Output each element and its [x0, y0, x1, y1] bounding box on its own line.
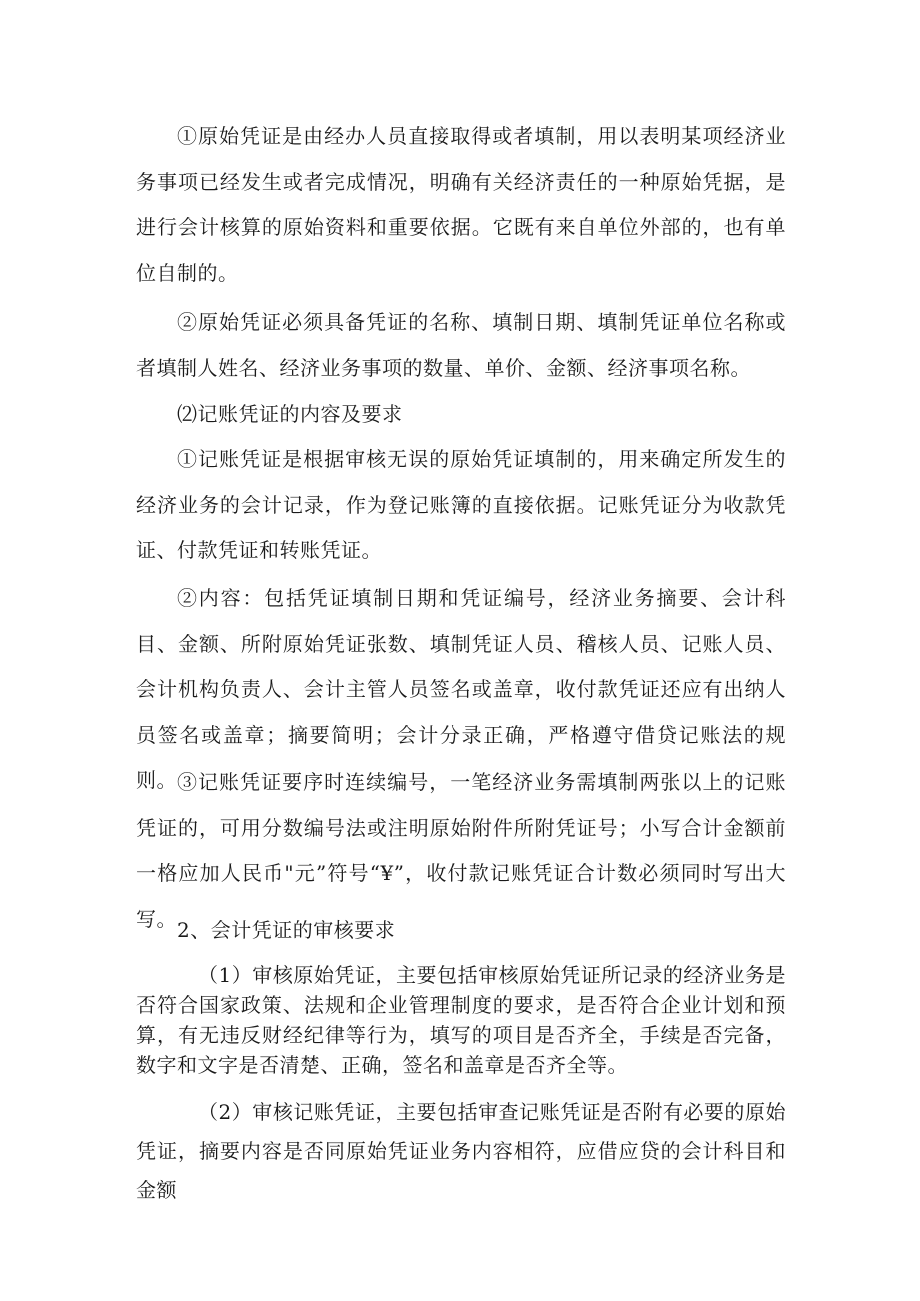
section-heading-bookkeeping-voucher: ⑵记账凭证的内容及要求 [177, 402, 403, 426]
paragraph-audit-bookkeeping-voucher: （2）审核记账凭证，主要包括审查记账凭证是否附有必要的原始凭证，摘要内容是否同原始凭证业务内容相符，应借应贷的会计科目和金额 [136, 1100, 786, 1202]
paragraph-bookkeeping-voucher-content: ②内容：包括凭证填制日期和凭证编号，经济业务摘要、会计科目、金额、所附原始凭证张数、填制凭证人员、稽核人员、记账人员、会计机构负责人、会计主管人员签名或盖章，收付款凭证还应有出纳人员签名或盖章；摘要简明；会计分录正确，严格遵守借贷记账法的规则。 [136, 586, 786, 792]
paragraph-original-voucher-definition: ①原始凭证是由经办人员直接取得或者填制，用以表明某项经济业务事项已经发生或者完成情况，明确有关经济责任的一种原始凭据，是进行会计核算的原始资料和重要依据。它既有来自单位外部的，也有单位自制的。 [136, 124, 786, 285]
paragraph-audit-original-voucher: （1）审核原始凭证，主要包括审核原始凭证所记录的经济业务是否符合国家政策、法规和企业管理制度的要求，是否符合企业计划和预算，有无违反财经纪律等行为，填写的项目是否齐全，手续是否完备，数字和文字是否清楚、正确，签名和盖章是否齐全等。 [136, 963, 786, 1077]
paragraph-bookkeeping-voucher-definition: ①记账凭证是根据审核无误的原始凭证填制的，用来确定所发生的经济业务的会计记录，作为登记账簿的直接依据。记账凭证分为收款凭证、付款凭证和转账凭证。 [136, 447, 786, 562]
paragraph-bookkeeping-voucher-numbering: ③记账凭证要序时连续编号，一笔经济业务需填制两张以上的记账凭证的，可用分数编号法或注明原始附件所附凭证号；小写合计金额前一格应加人民币"元”符号“¥”，收付款记账凭证合计数必须同时写出大写。 [136, 770, 786, 931]
section-heading-voucher-audit: 2、会计凭证的审核要求 [177, 918, 396, 942]
paragraph-original-voucher-elements: ②原始凭证必须具备凭证的名称、填制日期、填制凭证单位名称或者填制人姓名、经济业务事项的数量、单价、金额、经济事项名称。 [136, 310, 786, 380]
